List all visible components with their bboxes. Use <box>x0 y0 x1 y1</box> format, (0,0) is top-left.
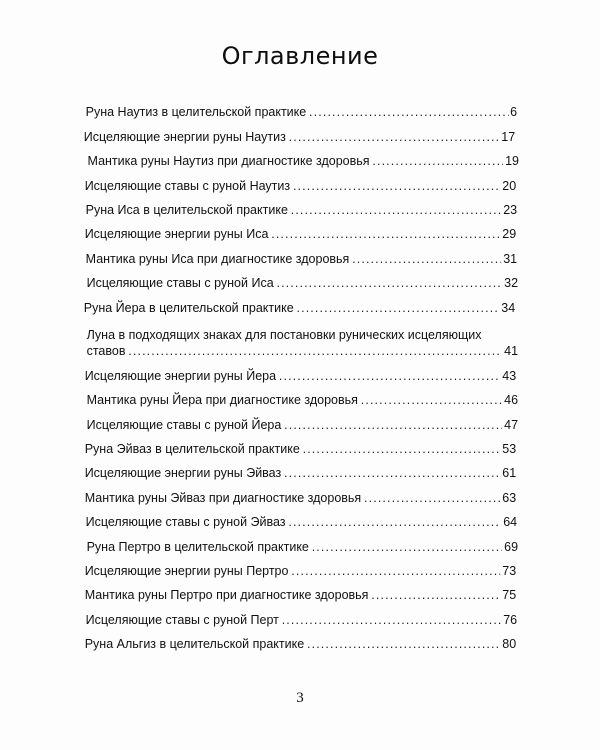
toc-entry-page: 29 <box>502 226 517 242</box>
dot-leader <box>309 104 508 120</box>
toc-entry-title: Исцеляющие энергии руны Иса <box>84 226 269 242</box>
toc-entry-page: 17 <box>501 128 516 144</box>
toc-entry[interactable] <box>80 408 518 432</box>
dot-leader <box>296 300 499 316</box>
toc-entry-title: Руна Йера в целительской практике <box>83 299 294 315</box>
toc-entry-page: 53 <box>502 441 517 457</box>
dot-leader <box>352 251 501 267</box>
toc-entry-page: 64 <box>503 514 518 530</box>
dot-leader <box>307 636 500 652</box>
toc-entry-title: Исцеляющие ставы с руной Эйваз <box>85 514 286 530</box>
toc-entry-title: Руна Эйваз в целительской практике <box>84 441 300 457</box>
toc-entry[interactable] <box>80 506 517 530</box>
toc-entry[interactable] <box>80 218 516 242</box>
toc-entry-page: 76 <box>503 611 518 627</box>
toc-entry[interactable] <box>80 169 516 193</box>
page-number: 3 <box>296 690 304 706</box>
toc-entry-title: Мантика руны Наутиз при диагностике здоровья <box>87 153 370 169</box>
dot-leader <box>271 226 500 242</box>
toc-entry-title: Исцеляющие ставы с руной Наутиз <box>84 177 291 193</box>
dot-leader <box>289 129 500 145</box>
toc-entry-page: 32 <box>504 275 519 291</box>
dot-leader <box>371 587 500 603</box>
toc-entry[interactable] <box>80 194 517 218</box>
toc-entry-page: 43 <box>502 367 517 383</box>
toc-entry[interactable] <box>80 120 515 144</box>
toc-entry[interactable] <box>80 360 516 384</box>
page-title: Оглавление <box>221 42 379 70</box>
toc-entry[interactable] <box>80 433 516 457</box>
toc-entry-page: 20 <box>502 177 517 193</box>
toc-entry-title: Исцеляющие ставы с руной Йера <box>86 416 282 432</box>
dot-leader <box>364 490 500 506</box>
toc-entry[interactable] <box>80 316 518 360</box>
toc-entry[interactable] <box>80 291 515 315</box>
toc-entry-title: Исцеляющие энергии руны Пертро <box>84 563 289 579</box>
toc-entry-page: 61 <box>502 465 517 481</box>
toc-entry[interactable] <box>80 457 516 481</box>
toc-entry-page: 69 <box>504 538 519 554</box>
dot-leader <box>291 563 500 579</box>
toc-entry-title: Луна в подходящих знаках для постановки рунических исцеляющих <box>86 326 482 342</box>
toc-entry-title: Руна Иса в целительской практике <box>85 201 288 217</box>
toc-entry[interactable] <box>80 96 517 120</box>
toc-entry[interactable] <box>80 384 518 408</box>
dot-leader <box>276 275 502 291</box>
toc-entry-continuation <box>87 343 518 360</box>
toc-entry[interactable] <box>80 603 517 627</box>
toc-entry[interactable] <box>80 628 516 652</box>
toc-entry-title: Руна Наутиз в целительской практике <box>85 104 307 120</box>
toc-entry[interactable] <box>80 481 516 505</box>
dot-leader <box>312 539 503 555</box>
toc-entry-title: Мантика руны Йера при диагностике здоровья <box>86 392 358 408</box>
dot-leader <box>293 178 500 194</box>
toc-entry-page: 34 <box>501 299 516 315</box>
toc-entry-page: 46 <box>504 392 519 408</box>
toc-entry-page: 6 <box>510 104 518 120</box>
toc-entry-title: Мантика руны Пертро при диагностике здоровья <box>84 587 369 603</box>
dot-leader <box>284 417 502 433</box>
table-of-contents <box>80 96 519 652</box>
dot-leader <box>282 612 502 628</box>
toc-entry-page: 75 <box>502 587 517 603</box>
dot-leader <box>288 514 501 530</box>
toc-entry-title: Исцеляющие ставы с руной Перт <box>85 611 279 627</box>
toc-entry[interactable] <box>80 579 516 603</box>
toc-entry-page: 19 <box>505 153 519 169</box>
toc-entry-title: Мантика руны Эйваз при диагностике здоровья <box>84 489 362 505</box>
dot-leader <box>291 202 502 218</box>
toc-entry-title: Исцеляющие энергии руны Эйваз <box>84 465 282 481</box>
toc-entry-title: Исцеляющие ставы с руной Иса <box>86 275 274 291</box>
toc-entry[interactable] <box>80 530 518 554</box>
toc-entry-page: 31 <box>503 250 518 266</box>
dot-leader <box>372 153 503 169</box>
dot-leader <box>128 343 502 359</box>
toc-entry-page: 63 <box>502 489 517 505</box>
toc-entry-page: 73 <box>502 563 517 579</box>
toc-entry-title: Руна Альгиз в целительской практике <box>84 636 305 652</box>
dot-leader <box>303 441 501 457</box>
toc-entry[interactable] <box>80 145 519 169</box>
toc-entry[interactable] <box>80 555 516 579</box>
toc-entry-page: 80 <box>502 636 517 652</box>
dot-leader <box>279 368 500 384</box>
toc-entry-page: 47 <box>504 416 519 432</box>
toc-entry-title: Мантика руны Иса при диагностике здоровья <box>85 250 350 266</box>
toc-entry[interactable] <box>80 267 518 291</box>
dot-leader <box>361 392 503 408</box>
toc-entry-title: Руна Пертро в целительской практике <box>86 538 309 554</box>
toc-entry-title-continued: ставов <box>86 342 126 358</box>
dot-leader <box>284 465 500 481</box>
toc-entry-title: Исцеляющие энергии руны Йера <box>84 367 277 383</box>
toc-entry-page: 41 <box>504 342 519 358</box>
toc-entry-title: Исцеляющие энергии руны Наутиз <box>83 128 286 144</box>
toc-entry-page: 23 <box>503 201 518 217</box>
toc-entry[interactable] <box>80 242 517 266</box>
